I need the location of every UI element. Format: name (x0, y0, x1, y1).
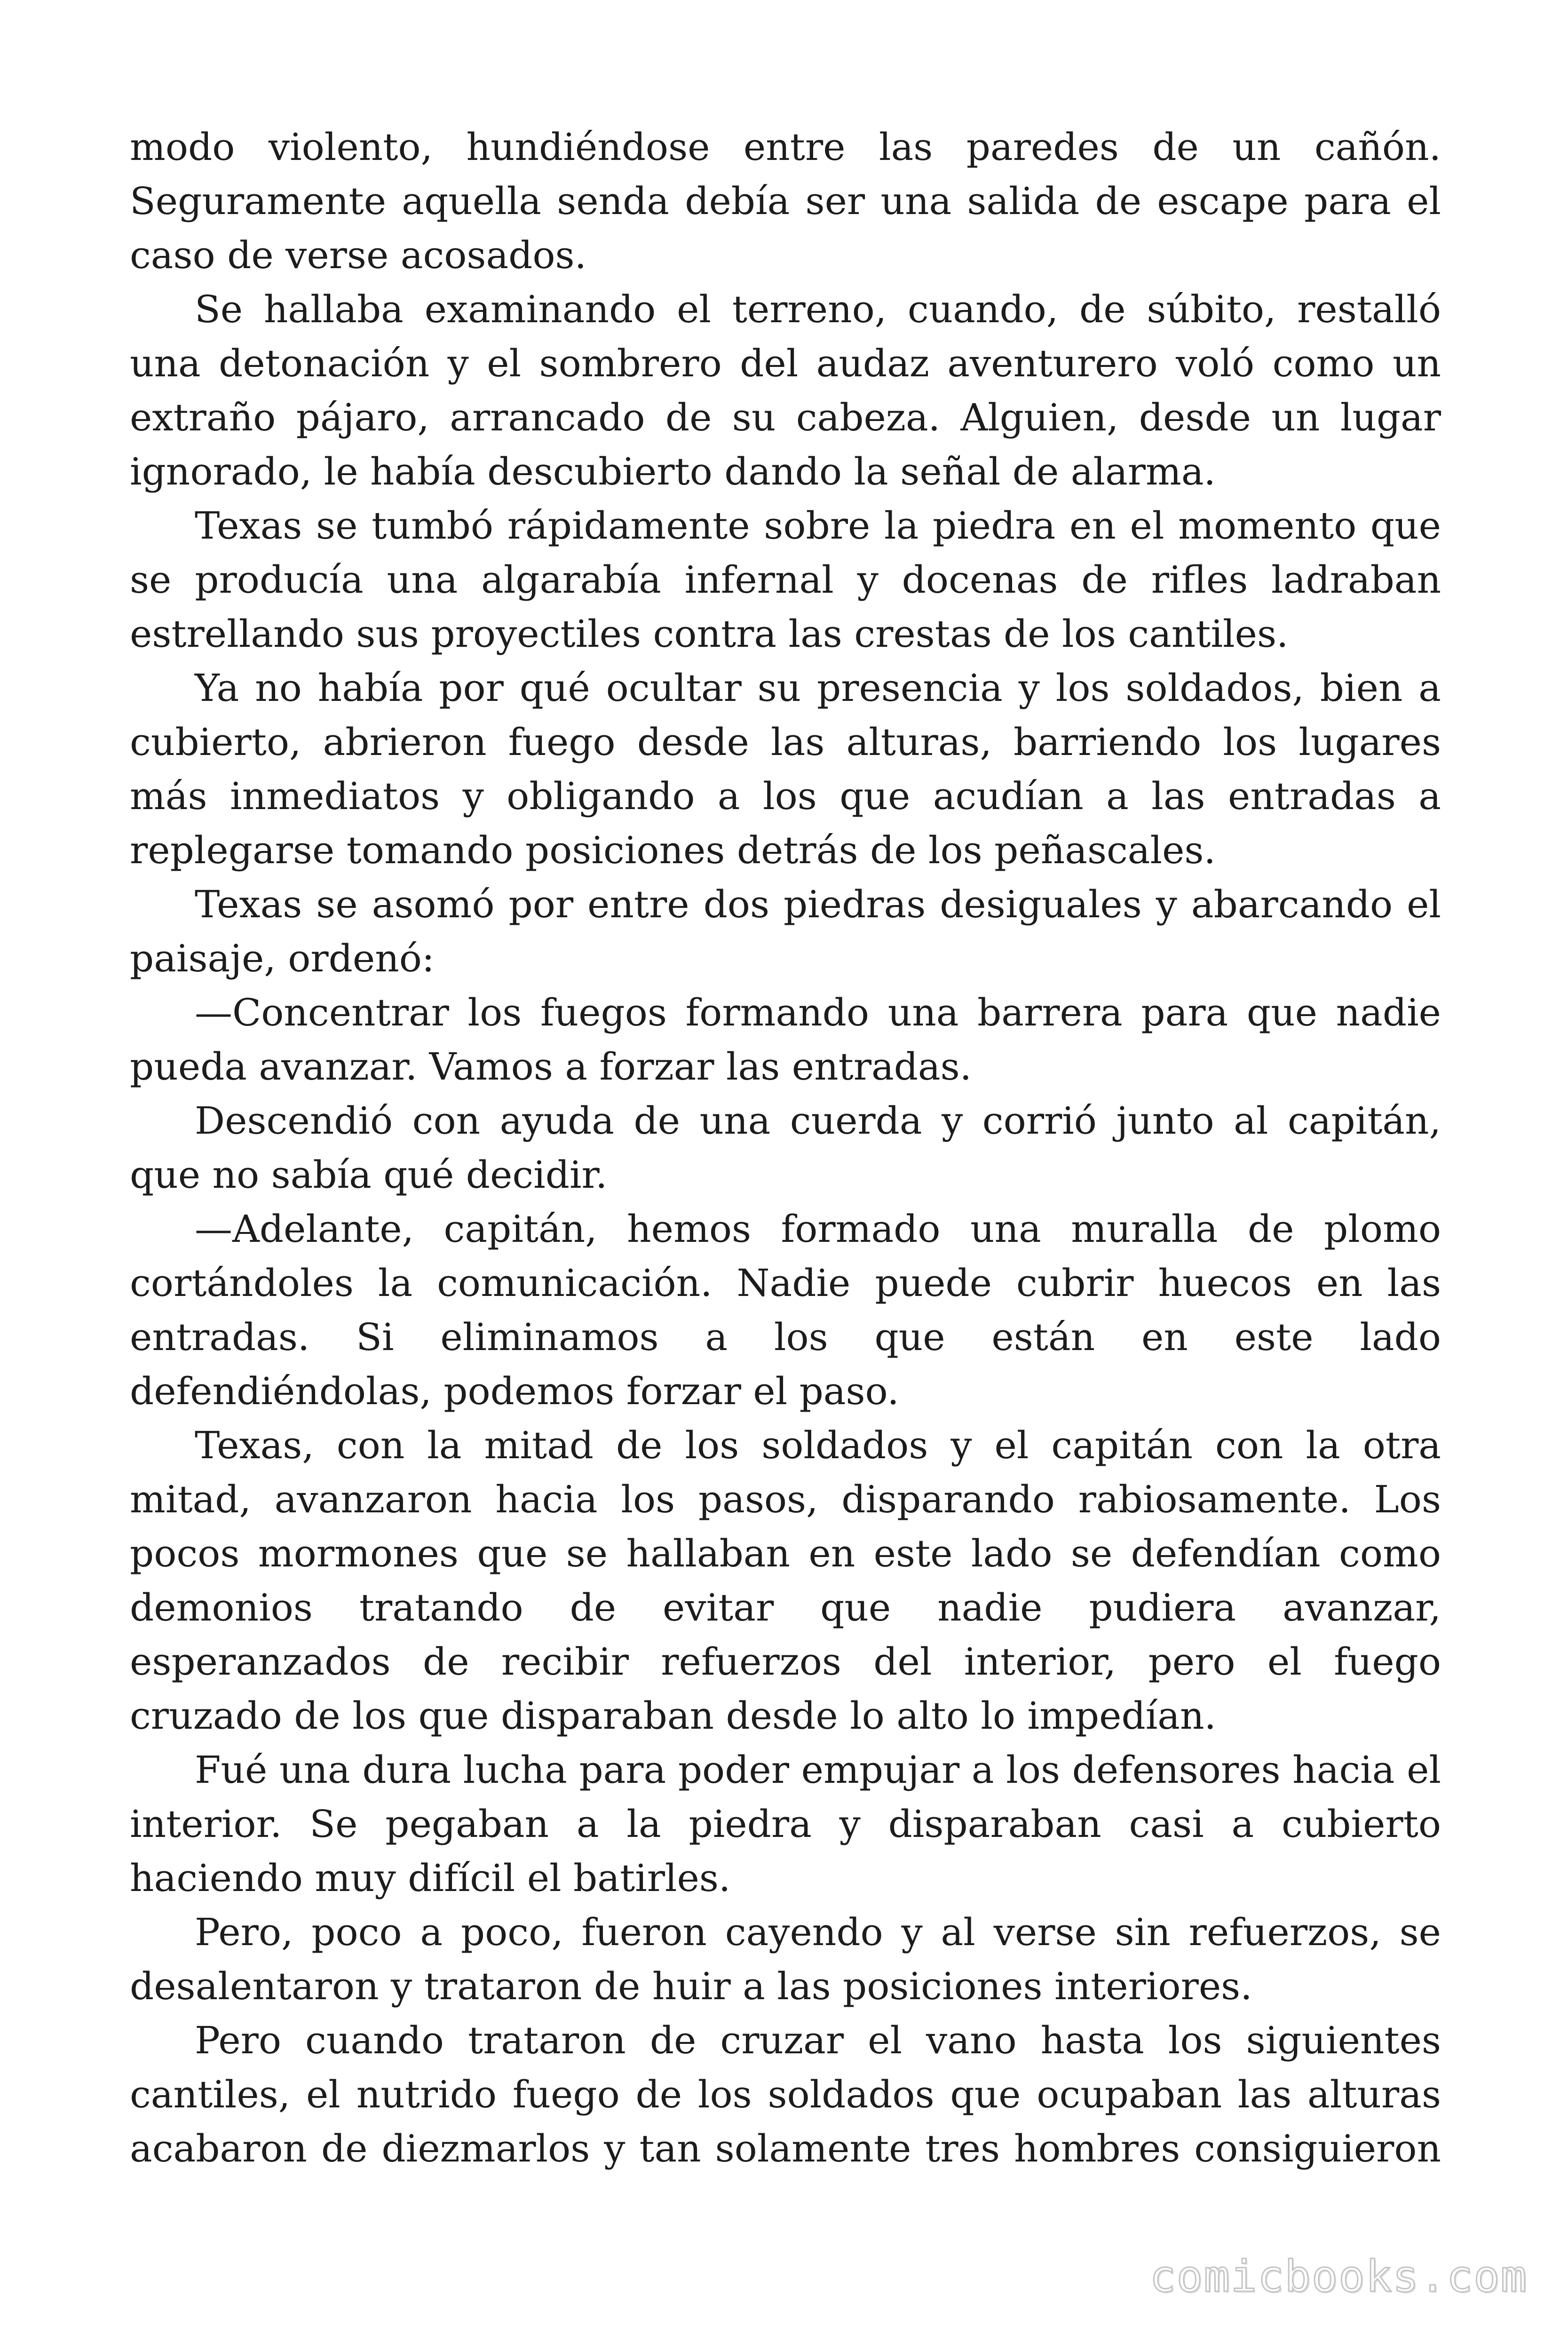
paragraph-10: Fué una dura lucha para poder empujar a los defensores hacia el interior. Se pegaban a la piedra y disparaban casi a cubierto haciendo muy difícil el batirles. (130, 1748, 1441, 1900)
paragraph-12: Pero cuando trataron de cruzar el vano hasta los siguientes cantiles, el nutrido fuego de los soldados que ocupaban las alturas acabaron de diezmarlos y tan solamente tres hombres consiguieron (130, 2018, 1441, 2170)
paragraph-8: —Adelante, capitán, hemos formado una muralla de plomo cortándoles la comunicación. Nadie puede cubrir huecos en las entradas. Si eliminamos a los que están en este lado defendiéndolas, podemos forzar el paso. (130, 1207, 1441, 1413)
paragraph-6: —Concentrar los fuegos formando una barrera para que nadie pueda avanzar. Vamos a forzar las entradas. (130, 991, 1441, 1089)
paragraph-2: Se hallaba examinando el terreno, cuando, de súbito, restalló una detonación y el sombrero del audaz aventurero voló como un extraño pájaro, arrancado de su cabeza. Alguien, desde un lugar ignorado, le había descubierto dando la señal de alarma. (130, 287, 1441, 493)
paragraph-11: Pero, poco a poco, fueron cayendo y al verse sin refuerzos, se desalentaron y trataron de huir a las posiciones interiores. (130, 1910, 1441, 2008)
paragraph-3: Texas se tumbó rápidamente sobre la piedra en el momento que se producía una algarabía infernal y docenas de rifles ladraban estrellando sus proyectiles contra las crestas de los cantiles. (130, 504, 1441, 656)
paragraph-7: Descendió con ayuda de una cuerda y corrió junto al capitán, que no sabía qué decidir. (130, 1099, 1441, 1197)
page-body (130, 120, 1441, 2176)
paragraph-9: Texas, con la mitad de los soldados y el capitán con la otra mitad, avanzaron hacia los pasos, disparando rabiosamente. Los pocos mormones que se hallaban en este lado se defendían como demonios tratando de evitar que nadie pudiera avanzar, esperanzados de recibir refuerzos del interior, pero el fuego cruzado de los que disparaban desde lo alto lo impedían. (130, 1423, 1441, 1738)
paragraph-1: modo violento, hundiéndose entre las paredes de un cañón. Seguramente aquella senda debía ser una salida de escape para el caso de verse acosados. (130, 125, 1441, 277)
paragraph-5: Texas se asomó por entre dos piedras desiguales y abarcando el paisaje, ordenó: (130, 882, 1441, 980)
watermark: comicbooks.com (1149, 2251, 1528, 2302)
paragraph-4: Ya no había por qué ocultar su presencia y los soldados, bien a cubierto, abrieron fuego desde las alturas, barriendo los lugares más inmediatos y obligando a los que acudían a las entradas a replegarse tomando posiciones detrás de los peñascales. (130, 666, 1441, 872)
